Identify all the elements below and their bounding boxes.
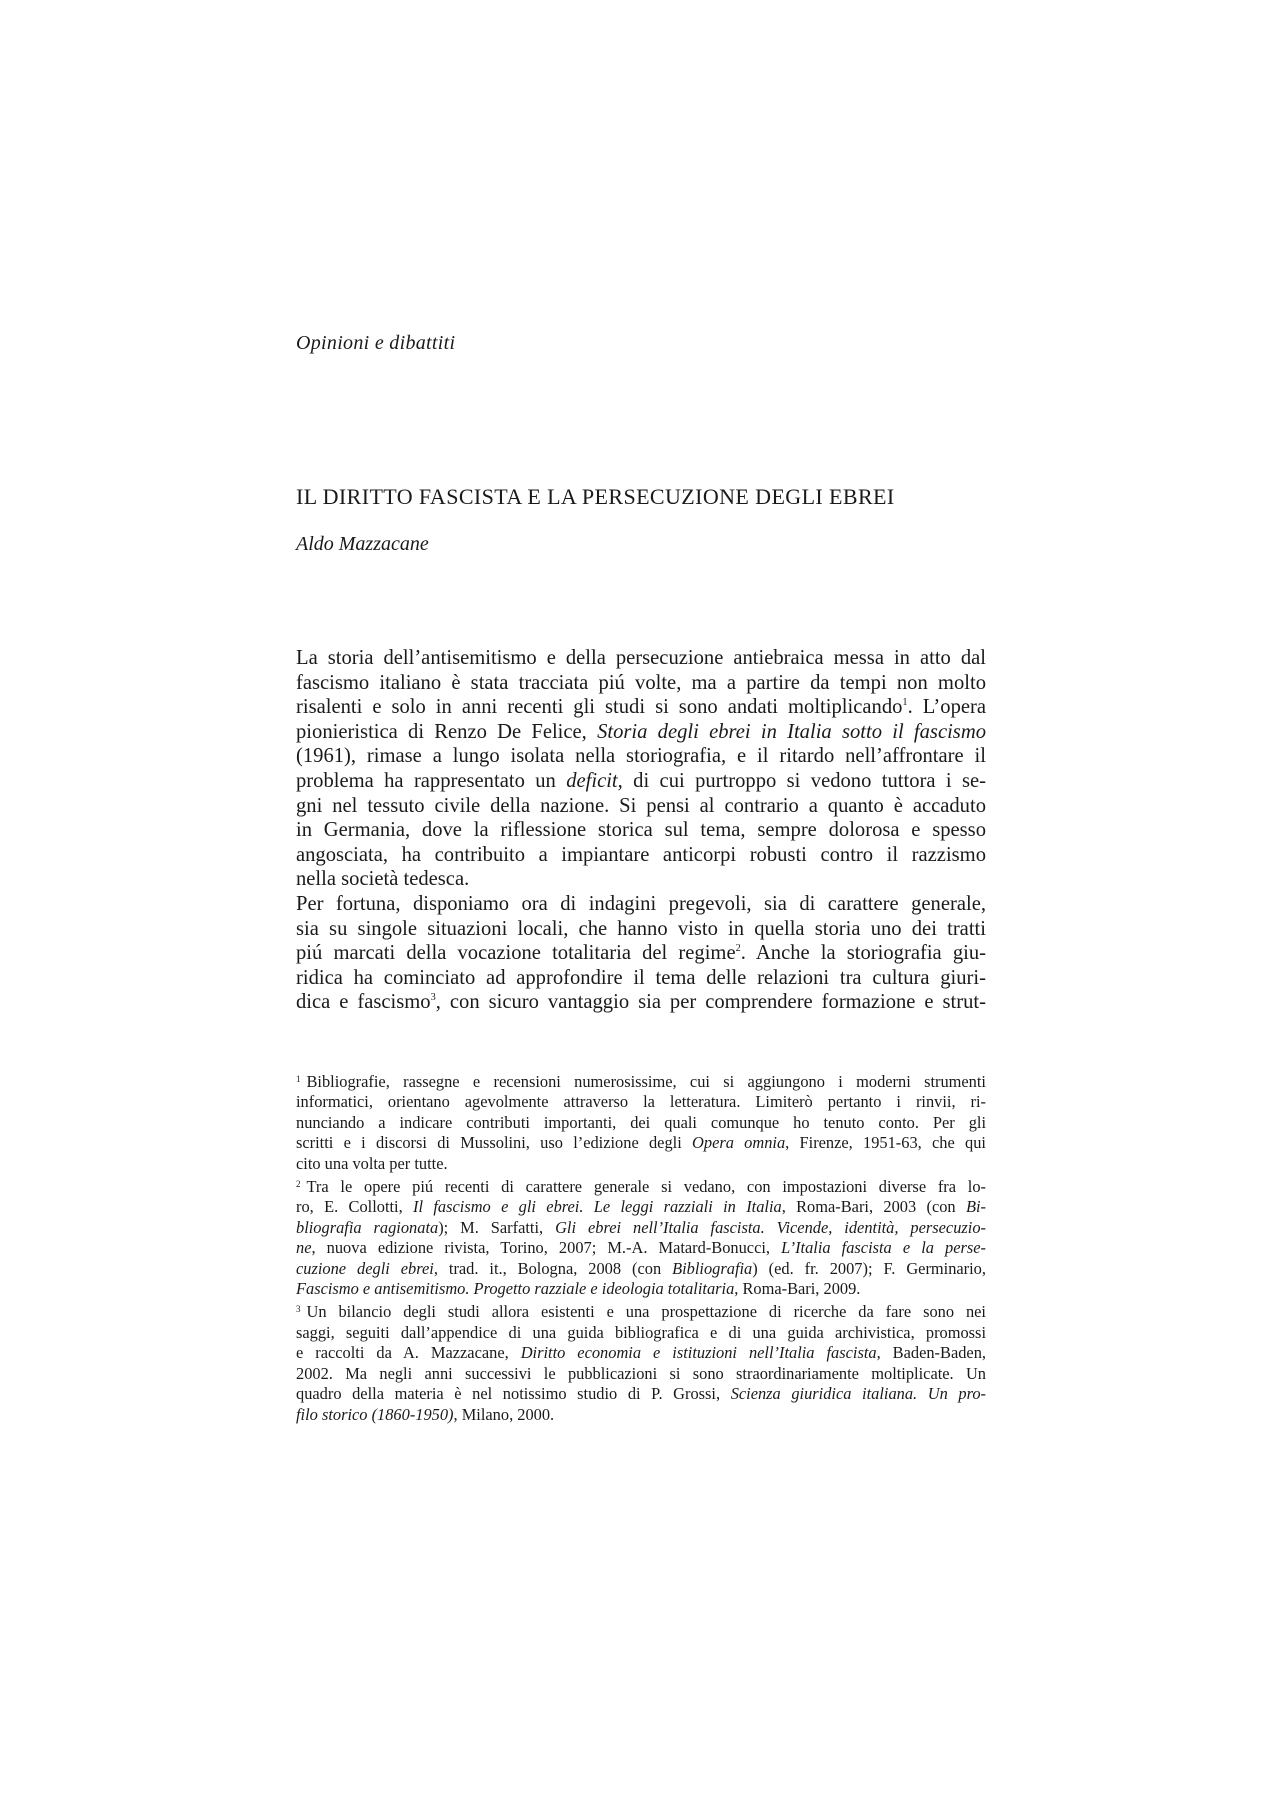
footnote-1: [296, 1069, 986, 1174]
text-line: risalenti e solo in anni recenti gli studi si sono andati moltiplicando$^1$. L’opera: [296, 696, 987, 719]
text-line: in Germania, dove la riflessione storica sul tema, sempre dolorosa e spesso: [296, 819, 986, 842]
footnote-2: [296, 1174, 986, 1299]
paragraph-1: [296, 646, 986, 892]
text-line: dica e fascismo$^3$, con sicuro vantaggio sia per comprendere formazione e strut-: [296, 991, 986, 1014]
text-line: $^3$ Un bilancio degli studi allora esistenti e una prospettazione di ricerche da fare sono nei: [296, 1302, 986, 1322]
footnote-ref-2: 2: [735, 942, 741, 954]
footnote-number: 2: [296, 1179, 301, 1190]
text-line: 2002. Ma negli anni successivi le pubblicazioni si sono straordinariamente moltiplicate. Un: [296, 1363, 986, 1383]
footnote-number: 3: [296, 1304, 301, 1315]
text-line: e raccolti da A. Mazzacane, Diritto economia e istituzioni nell’Italia fascista, Baden-Baden,: [296, 1343, 986, 1363]
text-line: cito una volta per tutte.: [296, 1153, 448, 1173]
text-line: informatici, orientano agevolmente attraverso la letteratura. Limiterò pertanto i rinvii, ri-: [296, 1092, 986, 1112]
text-line: gni nel tessuto civile della nazione. Si pensi al contrario a quanto è accaduto: [296, 794, 986, 817]
book-title: Storia degli ebrei in Italia sotto il fascismo: [597, 720, 986, 743]
text-line: La storia dell’antisemitismo e della persecuzione antiebraica messa in atto dal: [296, 647, 986, 669]
footnote-3: [296, 1299, 986, 1424]
section-label: Opinioni e dibattiti: [296, 332, 456, 354]
text-line: ridica ha cominciato ad approfondire il tema delle relazioni tra cultura giuri-: [296, 966, 986, 989]
footnote-ref-3: 3: [430, 992, 436, 1004]
text-line: ro, E. Collotti, Il fascismo e gli ebrei. Le leggi razziali in Italia, Roma-Bari, 2003 (con Bi-: [296, 1197, 986, 1217]
footnote-ref-1: 1: [902, 696, 908, 708]
text-line: piú marcati della vocazione totalitaria del regime$^2$. Anche la storiografia giu-: [296, 942, 986, 965]
text-line: saggi, seguiti dall’appendice di una guida bibliografica e di una guida archivistica, promossi: [296, 1322, 986, 1342]
text-line: fascismo italiano è stata tracciata piú volte, ma a partire da tempi non molto: [296, 671, 986, 694]
text-line: cuzione degli ebrei, trad. it., Bologna, 2008 (con Bibliografia) (ed. fr. 2007); F. Germinario,: [296, 1258, 986, 1278]
text-line: angosciata, ha contribuito a impiantare anticorpi robusti contro il razzismo: [296, 843, 986, 866]
text-line: filo storico (1860-1950), Milano, 2000.: [296, 1404, 555, 1424]
article-body: [296, 646, 986, 1015]
text-line: quadro della materia è nel notissimo studio di P. Grossi, Scienza giuridica italiana. Un pro-: [296, 1384, 986, 1404]
text-line: (1961), rimase a lungo isolata nella storiografia, e il ritardo nell’affrontare il: [296, 745, 986, 768]
paragraph-2: [296, 892, 986, 1015]
text-line: scritti e i discorsi di Mussolini, uso l’edizione degli Opera omnia, Firenze, 1951-63, che qui: [296, 1133, 986, 1153]
article-author: Aldo Mazzacane: [296, 533, 429, 555]
text-line: Per fortuna, disponiamo ora di indagini pregevoli, sia di carattere generale,: [296, 892, 986, 915]
article-title: IL DIRITTO FASCISTA E LA PERSECUZIONE DEGLI EBREI: [296, 484, 895, 509]
text-line: Fascismo e antisemitismo. Progetto razziale e ideologia totalitaria, Roma-Bari, 2009.: [296, 1279, 861, 1299]
text-line: $^1$ Bibliografie, rassegne e recensioni numerosissime, cui si aggiungono i moderni strumenti: [296, 1072, 986, 1091]
footnote-number: 1: [296, 1074, 301, 1084]
text-line: bliografia ragionata); M. Sarfatti, Gli ebrei nell’Italia fascista. Vicende, identità, persecuzio-: [296, 1217, 986, 1237]
footnotes: [296, 1069, 986, 1425]
text-line: sia su singole situazioni locali, che hanno visto in quella storia uno dei tratti: [296, 917, 986, 940]
text-line: nunciando a indicare contributi importanti, dei quali comunque ho tenuto conto. Per gli: [296, 1112, 986, 1132]
text-line: $^2$ Tra le opere piú recenti di carattere generale si vedano, con impostazioni diverse fra lo-: [296, 1177, 986, 1197]
text-line: ne, nuova edizione rivista, Torino, 2007; M.-A. Matard-Bonucci, L’Italia fascista e la perse-: [296, 1238, 987, 1258]
text-line: pionieristica di Renzo De Felice, Storia degli ebrei in Italia sotto il fascismo: [296, 720, 986, 743]
text-line: problema ha rappresentato un deficit, di cui purtroppo si vedono tuttora i se-: [296, 769, 986, 792]
text-line: nella società tedesca.: [296, 868, 470, 891]
